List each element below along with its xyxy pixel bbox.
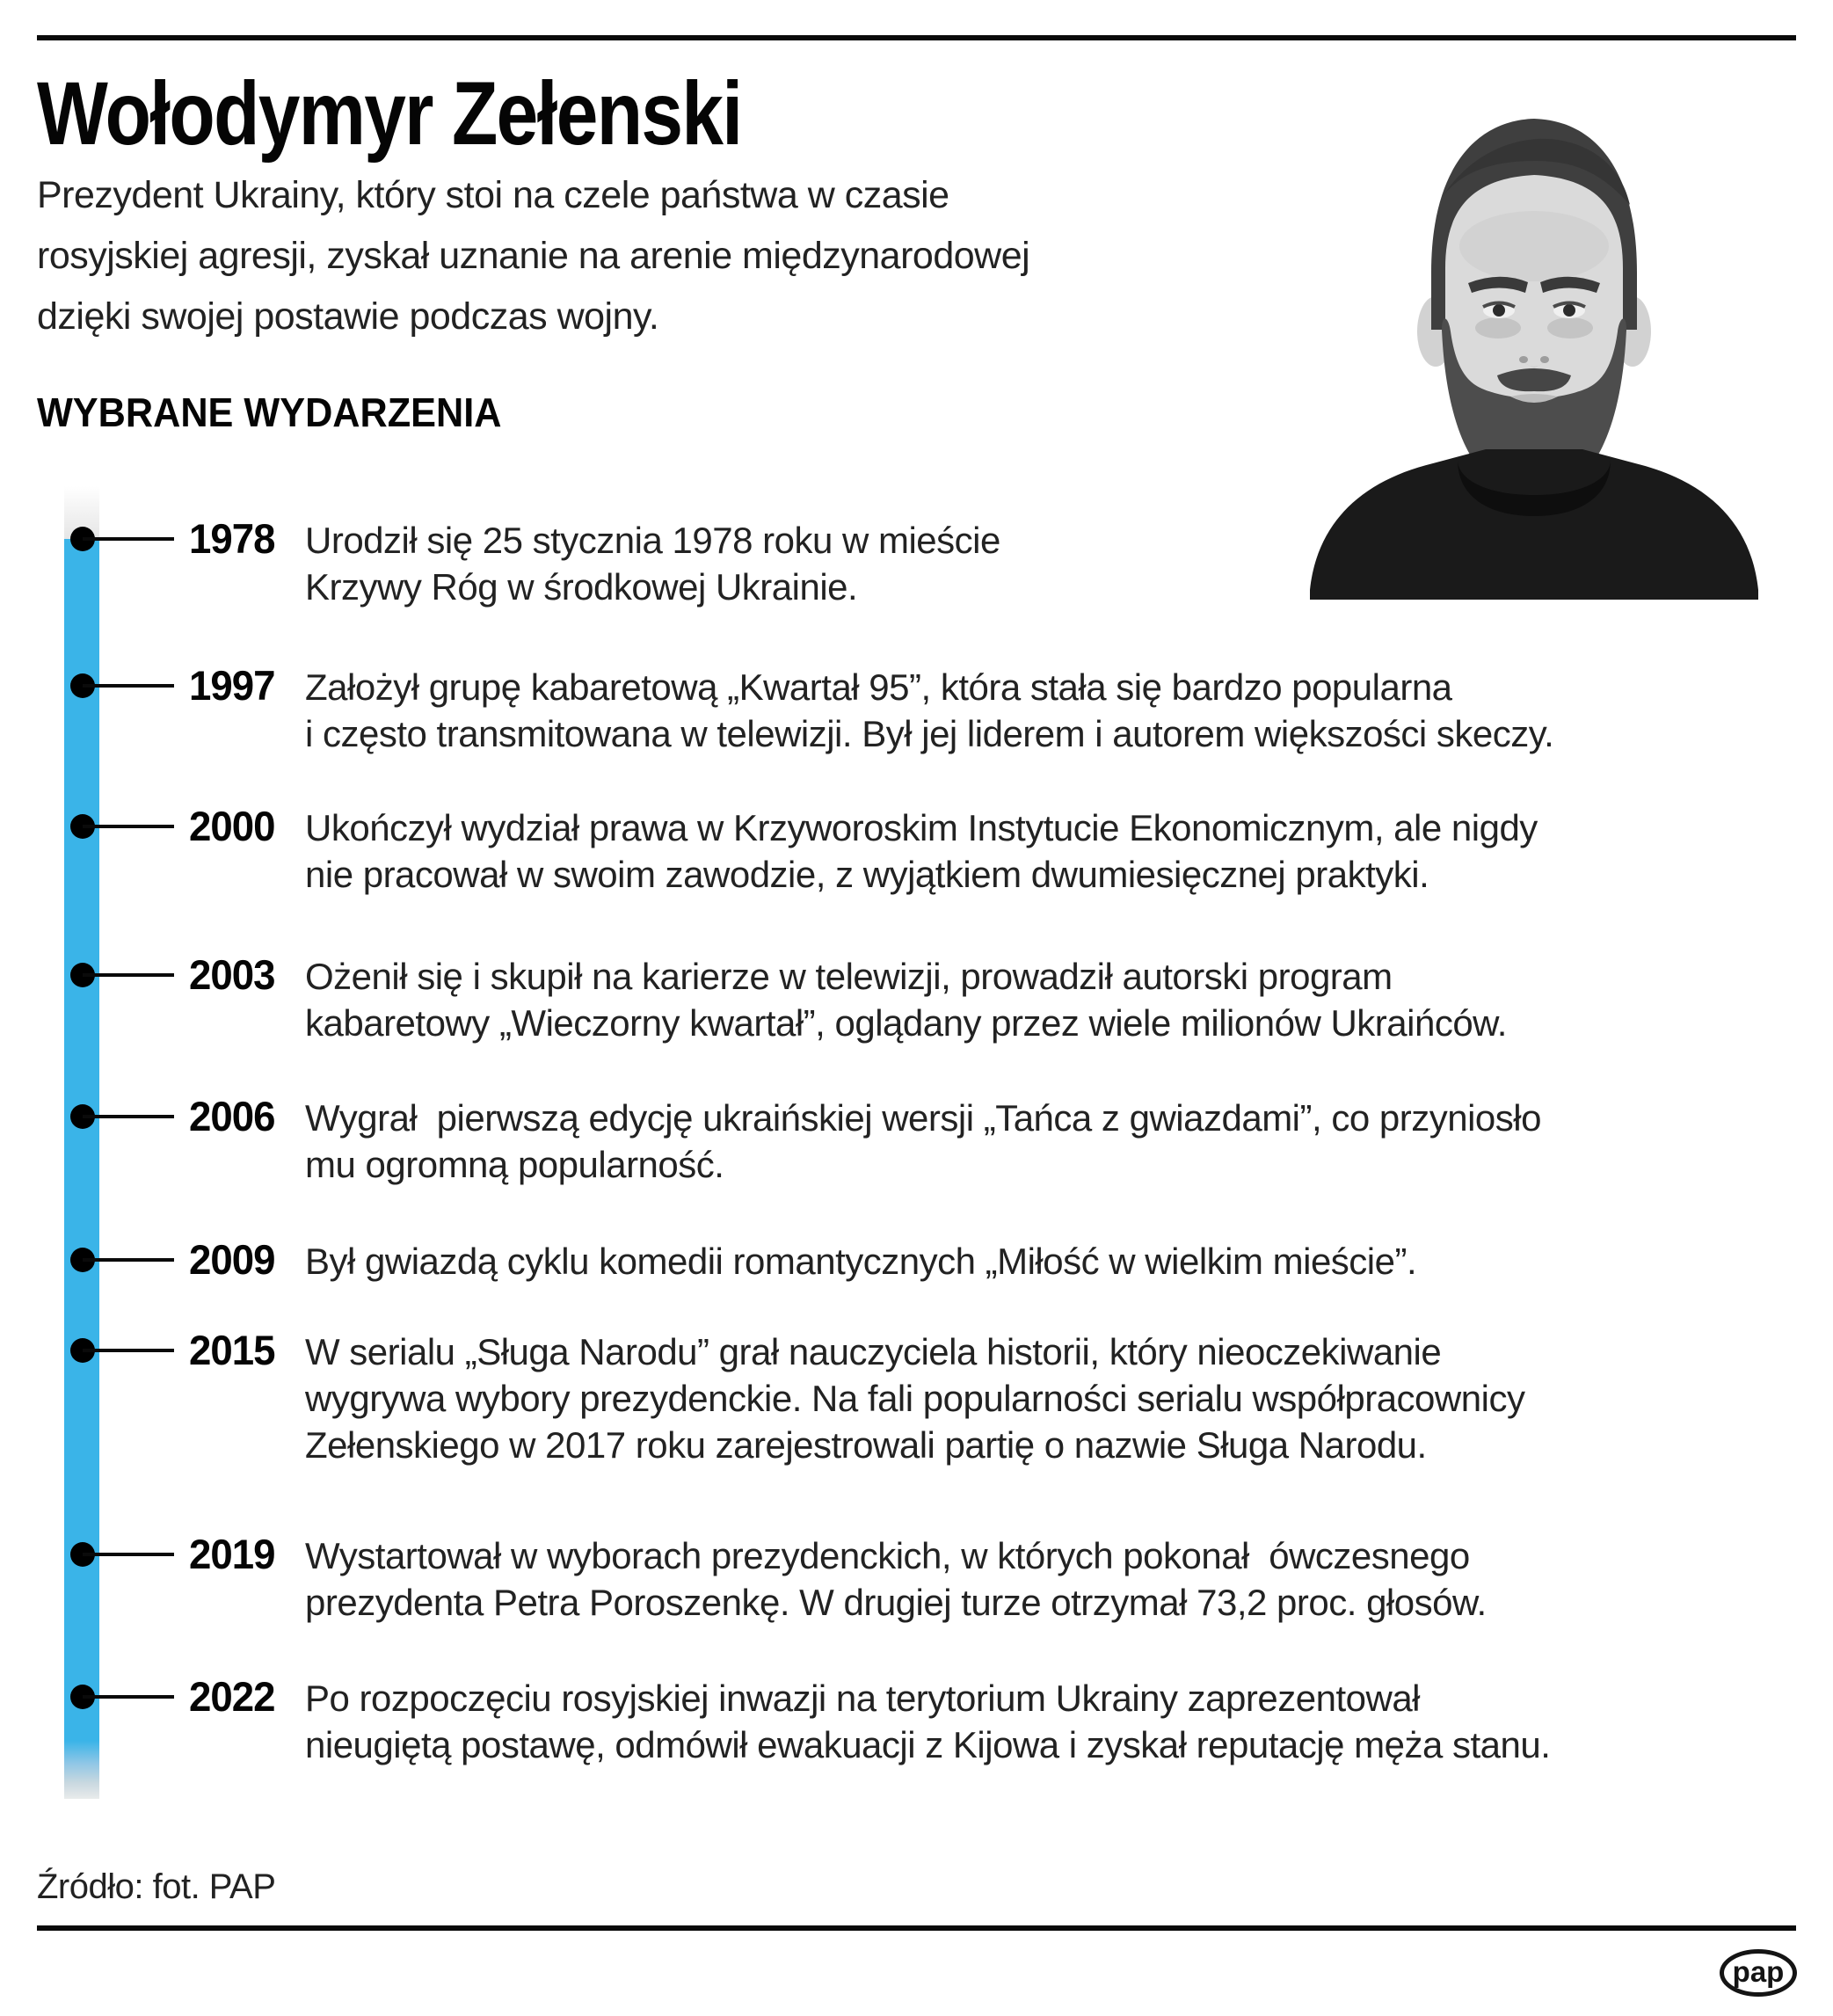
portrait-nostril-left <box>1519 356 1528 363</box>
intro-text <box>37 165 1029 347</box>
bottom-rule <box>37 1925 1796 1931</box>
portrait-eye-shadow-right <box>1547 317 1593 338</box>
event-year: 2000 <box>189 803 275 849</box>
pap-logo <box>1720 1949 1797 1997</box>
top-rule <box>37 35 1796 40</box>
portrait-iris-right <box>1563 304 1575 317</box>
timeline-connector-line <box>83 537 174 541</box>
event-text <box>305 1238 1416 1285</box>
event-year: 2022 <box>189 1673 275 1720</box>
event-year: 1997 <box>189 662 275 709</box>
event-text <box>305 1675 1550 1768</box>
portrait-photo <box>1310 66 1758 600</box>
event-text-line: wygrywa wybory prezydenckie. Na fali popularności serialu współpracownicy <box>305 1378 1525 1419</box>
timeline-connector-line <box>83 825 174 828</box>
event-text <box>305 664 1553 757</box>
portrait-eye-shadow-left <box>1475 317 1521 338</box>
portrait-forehead-shading <box>1459 211 1609 281</box>
portrait-sweater <box>1310 449 1758 600</box>
section-heading: WYBRANE WYDARZENIA <box>37 389 502 435</box>
event-text <box>305 517 1000 610</box>
timeline-connector-line <box>83 1115 174 1118</box>
event-year: 2015 <box>189 1327 275 1373</box>
event-text <box>305 804 1538 898</box>
event-text-line: prezydenta Petra Poroszenkę. W drugiej turze otrzymał 73,2 proc. głosów. <box>305 1582 1487 1623</box>
timeline-connector-line <box>83 684 174 688</box>
timeline-event-row <box>189 803 1538 898</box>
event-text-line: Wystartował w wyborach prezydenckich, w których pokonał ówczesnego <box>305 1535 1470 1576</box>
timeline-event-row <box>189 1093 1541 1188</box>
event-text-line: Był gwiazdą cyklu komedii romantycznych „Miłość w wielkim mieście”. <box>305 1241 1417 1282</box>
event-year: 2006 <box>189 1093 275 1139</box>
event-text <box>305 1532 1487 1626</box>
portrait-illustration <box>1310 66 1758 600</box>
pap-logo-text: pap <box>1732 1954 1785 1988</box>
event-year: 2009 <box>189 1236 275 1283</box>
event-year: 2019 <box>189 1531 275 1577</box>
event-text <box>305 953 1507 1046</box>
timeline-event-row <box>189 951 1507 1046</box>
event-text-line: i często transmitowana w telewizji. Był jej liderem i autorem większości skeczy. <box>305 713 1554 754</box>
event-year: 2003 <box>189 951 275 998</box>
event-text-line: Ukończył wydział prawa w Krzyworoskim Instytucie Ekonomicznym, ale nigdy <box>305 807 1538 848</box>
event-text-line: kabaretowy „Wieczorny kwartał”, oglądany przez wiele milionów Ukraińców. <box>305 1002 1507 1044</box>
event-text-line: Ożenił się i skupił na karierze w telewizji, prowadził autorski program <box>305 956 1393 997</box>
timeline-event-row <box>189 1673 1550 1768</box>
event-text-line: Zełenskiego w 2017 roku zarejestrowali partię o nazwie Sługa Narodu. <box>305 1424 1427 1466</box>
intro-line: dzięki swojej postawie podczas wojny. <box>37 295 659 338</box>
event-text-line: Założył grupę kabaretową „Kwartał 95”, która stała się bardzo popularna <box>305 666 1452 708</box>
intro-line: Prezydent Ukrainy, który stoi na czele państwa w czasie <box>37 174 949 216</box>
portrait-mustache <box>1497 368 1571 391</box>
event-text-line: Krzywy Róg w środkowej Ukrainie. <box>305 566 858 608</box>
event-text <box>305 1328 1524 1468</box>
timeline-event-row <box>189 1236 1416 1285</box>
portrait-nostril-right <box>1540 356 1549 363</box>
event-text-line: Po rozpoczęciu rosyjskiej inwazji na terytorium Ukrainy zaprezentował <box>305 1678 1421 1719</box>
timeline-bar-fade-bottom <box>64 1741 99 1799</box>
timeline-event-row <box>189 515 1000 610</box>
timeline-connector-line <box>83 1553 174 1556</box>
event-text-line: W serialu „Sługa Narodu” grał nauczyciela historii, który nieoczekiwanie <box>305 1331 1442 1372</box>
page-title: Wołodymyr Zełenski <box>37 63 742 164</box>
event-text-line: Urodził się 25 stycznia 1978 roku w mieście <box>305 520 1000 561</box>
timeline-event-row <box>189 1327 1524 1468</box>
timeline-connector-line <box>83 1695 174 1699</box>
portrait-iris-left <box>1493 304 1505 317</box>
timeline-event-row <box>189 662 1553 757</box>
intro-line: rosyjskiej agresji, zyskał uznanie na arenie międzynarodowej <box>37 235 1030 277</box>
event-text-line: mu ogromną popularność. <box>305 1144 724 1185</box>
event-text-line: nie pracował w swoim zawodzie, z wyjątkiem dwumiesięcznej praktyki. <box>305 854 1429 895</box>
timeline-connector-line <box>83 1258 174 1262</box>
event-year: 1978 <box>189 515 275 562</box>
timeline-event-row <box>189 1531 1487 1626</box>
event-text <box>305 1095 1541 1188</box>
source-caption: Źródło: fot. PAP <box>37 1867 276 1906</box>
timeline-connector-line <box>83 1349 174 1352</box>
timeline-connector-line <box>83 973 174 977</box>
event-text-line: nieugiętą postawę, odmówił ewakuacji z Kijowa i zyskał reputację męża stanu. <box>305 1724 1551 1765</box>
event-text-line: Wygrał pierwszą edycję ukraińskiej wersji „Tańca z gwiazdami”, co przyniosło <box>305 1097 1541 1139</box>
